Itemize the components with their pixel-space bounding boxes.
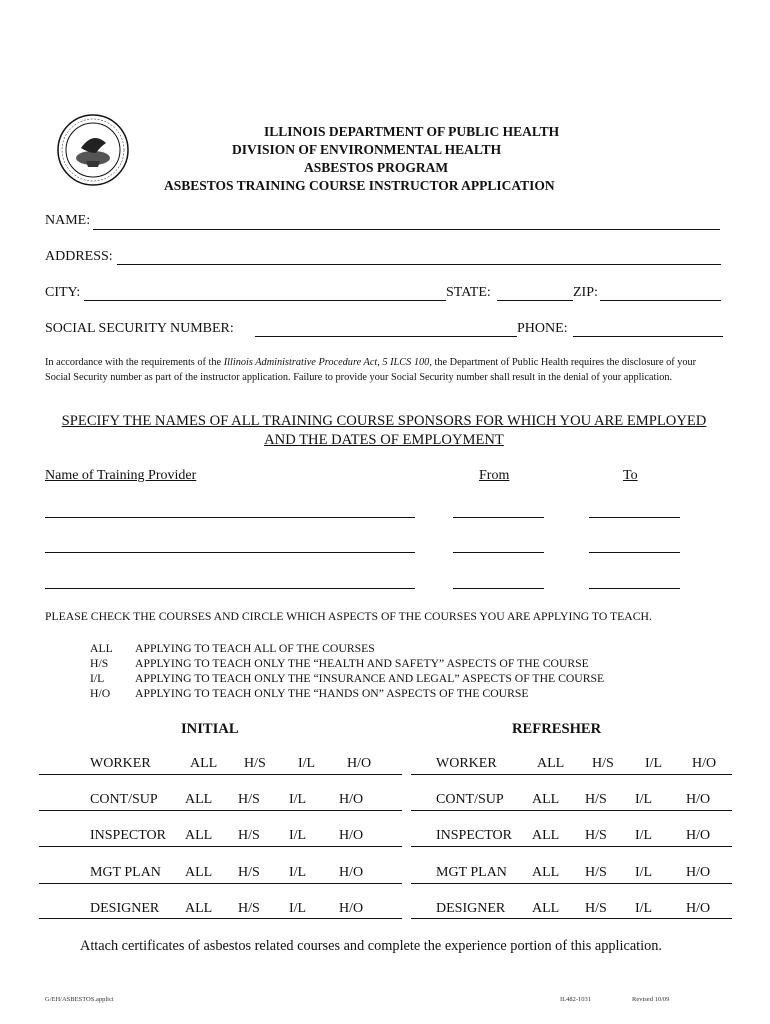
to-column-header: To (623, 468, 638, 483)
attach-note: Attach certificates of asbestos related courses and complete the experience portion of this application. (80, 938, 662, 954)
initial-course-designer[interactable]: DESIGNER (90, 901, 160, 916)
initial-option[interactable]: H/S (238, 792, 260, 807)
city-field[interactable] (84, 300, 446, 301)
refresher-option[interactable]: I/L (645, 756, 663, 771)
refresher-option[interactable]: ALL (532, 865, 560, 880)
initial-option[interactable]: ALL (190, 756, 218, 771)
to-field-2[interactable] (589, 552, 680, 553)
header-line-2: DIVISION OF ENVIRONMENTAL HEALTH (232, 142, 502, 157)
initial-option[interactable]: H/S (238, 828, 260, 843)
address-field[interactable] (117, 264, 721, 265)
state-label: STATE: (446, 285, 491, 300)
page-title: ASBESTOS TRAINING COURSE INSTRUCTOR APPLICATION (164, 178, 555, 193)
refresher-option[interactable]: H/S (585, 792, 607, 807)
refresher-option[interactable]: H/O (686, 901, 711, 916)
initial-option[interactable]: I/L (298, 756, 316, 771)
initial-course-mgt-plan[interactable]: MGT PLAN (90, 865, 161, 880)
initial-option[interactable]: H/S (238, 901, 260, 916)
initial-option[interactable]: I/L (289, 828, 307, 843)
refresher-option[interactable]: H/S (585, 901, 607, 916)
row-divider (411, 846, 732, 847)
notice-act: Illinois Administrative Procedure Act, 5 ILCS 100 (223, 357, 430, 368)
initial-option[interactable]: I/L (289, 792, 307, 807)
provider-field-3[interactable] (45, 588, 415, 589)
zip-field[interactable] (600, 300, 721, 301)
notice-text-2: , the Department of Public Health requires the disclosure of your Social Security number as part of the instructor application. Failure to provide your Social Security number shall result in the denial of your application. (45, 357, 697, 383)
footer-revised: Revised 10/09 (632, 996, 670, 1003)
refresher-option[interactable]: H/O (686, 792, 711, 807)
state-field[interactable] (497, 300, 573, 301)
from-column-header: From (479, 468, 510, 483)
refresher-course-designer[interactable]: DESIGNER (436, 901, 506, 916)
initial-course-cont-sup[interactable]: CONT/SUP (90, 792, 158, 807)
initial-course-worker[interactable]: WORKER (90, 756, 151, 771)
initial-option[interactable]: H/O (347, 756, 372, 771)
row-divider (39, 918, 402, 919)
from-field-2[interactable] (453, 552, 544, 553)
initial-option[interactable]: H/S (244, 756, 266, 771)
city-label: CITY: (45, 285, 81, 300)
refresher-title: REFRESHER (512, 721, 602, 737)
initial-option[interactable]: H/O (339, 901, 364, 916)
row-divider (39, 846, 402, 847)
header-line-1: ILLINOIS DEPARTMENT OF PUBLIC HEALTH (264, 124, 560, 139)
row-divider (411, 918, 732, 919)
provider-field-1[interactable] (45, 517, 415, 518)
refresher-option[interactable]: ALL (532, 792, 560, 807)
zip-label: ZIP: (573, 285, 598, 300)
initial-option[interactable]: H/O (339, 828, 364, 843)
state-seal-icon (56, 113, 130, 187)
initial-option[interactable]: H/S (238, 865, 260, 880)
initial-course-inspector[interactable]: INSPECTOR (90, 828, 166, 843)
refresher-option[interactable]: I/L (635, 828, 653, 843)
initial-option[interactable]: ALL (185, 828, 213, 843)
legend-code: ALL (90, 642, 113, 655)
row-divider (411, 774, 732, 775)
footer-file: G/EH/ASBESTOS.applici (45, 996, 114, 1003)
refresher-option[interactable]: H/O (692, 756, 717, 771)
refresher-option[interactable]: ALL (532, 828, 560, 843)
refresher-option[interactable]: I/L (635, 901, 653, 916)
refresher-option[interactable]: I/L (635, 792, 653, 807)
initial-option[interactable]: I/L (289, 901, 307, 916)
legend-code: H/S (90, 657, 109, 670)
initial-option[interactable]: H/O (339, 865, 364, 880)
phone-field[interactable] (573, 336, 723, 337)
legend-desc: APPLYING TO TEACH ONLY THE “INSURANCE AND LEGAL” ASPECTS OF THE COURSE (135, 672, 605, 685)
row-divider (411, 883, 732, 884)
initial-option[interactable]: ALL (185, 792, 213, 807)
row-divider (411, 810, 732, 811)
refresher-option[interactable]: H/O (686, 828, 711, 843)
ssn-field[interactable] (255, 336, 517, 337)
provider-field-2[interactable] (45, 552, 415, 553)
refresher-option[interactable]: I/L (635, 865, 653, 880)
provider-column-header: Name of Training Provider (45, 468, 197, 483)
row-divider (39, 774, 402, 775)
to-field-3[interactable] (589, 588, 680, 589)
refresher-course-mgt-plan[interactable]: MGT PLAN (436, 865, 507, 880)
address-label: ADDRESS: (45, 249, 113, 264)
initial-title: INITIAL (181, 721, 239, 737)
instructions: PLEASE CHECK THE COURSES AND CIRCLE WHICH ASPECTS OF THE COURSES YOU ARE APPLYING TO TEACH. (45, 610, 652, 623)
ssn-notice (45, 355, 715, 385)
sponsors-heading-2: AND THE DATES OF EMPLOYMENT (264, 432, 504, 448)
refresher-course-inspector[interactable]: INSPECTOR (436, 828, 512, 843)
legend-code: H/O (90, 687, 111, 700)
legend-desc: APPLYING TO TEACH ONLY THE “HANDS ON” ASPECTS OF THE COURSE (135, 687, 529, 700)
row-divider (39, 810, 402, 811)
refresher-option[interactable]: ALL (537, 756, 565, 771)
initial-option[interactable]: H/O (339, 792, 364, 807)
to-field-1[interactable] (589, 517, 680, 518)
refresher-option[interactable]: H/S (592, 756, 614, 771)
notice-text-1: In accordance with the requirements of the (45, 357, 224, 368)
header-line-3: ASBESTOS PROGRAM (304, 160, 449, 175)
refresher-option[interactable]: H/S (585, 828, 607, 843)
phone-label: PHONE: (517, 321, 568, 336)
from-field-1[interactable] (453, 517, 544, 518)
legend-desc: APPLYING TO TEACH ONLY THE “HEALTH AND SAFETY” ASPECTS OF THE COURSE (135, 657, 589, 670)
row-divider (39, 883, 402, 884)
initial-option[interactable]: ALL (185, 865, 213, 880)
initial-option[interactable]: ALL (185, 901, 213, 916)
refresher-option[interactable]: H/S (585, 865, 607, 880)
footer-form-number: IL482-1031 (560, 996, 592, 1003)
legend-desc: APPLYING TO TEACH ALL OF THE COURSES (135, 642, 375, 655)
name-label: NAME: (45, 213, 91, 228)
refresher-course-worker[interactable]: WORKER (436, 756, 497, 771)
sponsors-heading-1: SPECIFY THE NAMES OF ALL TRAINING COURSE SPONSORS FOR WHICH YOU ARE EMPLOYED (61, 413, 707, 429)
ssn-label: SOCIAL SECURITY NUMBER: (45, 321, 234, 336)
initial-option[interactable]: I/L (289, 865, 307, 880)
refresher-option[interactable]: H/O (686, 865, 711, 880)
from-field-3[interactable] (453, 588, 544, 589)
state-seal (56, 113, 130, 187)
name-field[interactable] (93, 229, 720, 230)
refresher-course-cont-sup[interactable]: CONT/SUP (436, 792, 504, 807)
refresher-option[interactable]: ALL (532, 901, 560, 916)
legend-code: I/L (90, 672, 105, 685)
